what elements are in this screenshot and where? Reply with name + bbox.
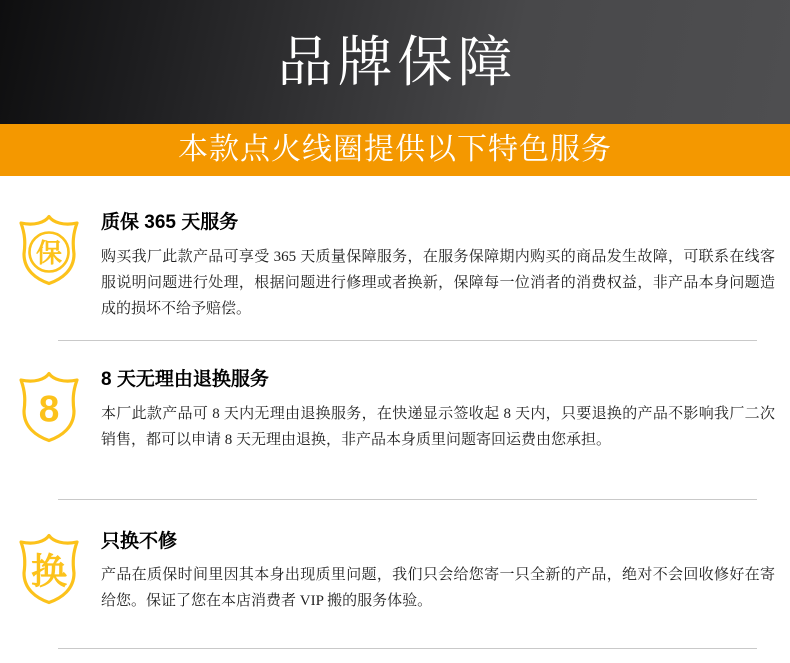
service-section-returns [0,367,790,453]
service-description: 购买我厂此款产品可享受 365 天质量保障服务，在服务保障期内购买的商品发生故障，可联系在线客服说明问题进行处理，根据问题进行修理或者换新，保障每一位消者的消费权益，非产品本身问题造成的损坏不给予赔偿。 [101,248,775,317]
section-text [101,529,775,615]
service-heading: 8 天无理由退换服务 [101,368,269,390]
service-subtitle-bar [0,124,790,176]
service-section-warranty [0,210,790,322]
shield-guarantee-icon [14,210,84,286]
banner [0,0,790,124]
section-text [101,210,775,322]
service-description: 产品在质保时间里因其本身出现质里问题，我们只会给您寄一只全新的产品，绝对不会回收修好在寄给您。保证了您在本店消费者 VIP 搬的服务体验。 [101,567,775,610]
section-divider [58,340,757,341]
badge-character: 保 [35,238,63,268]
section-divider [58,499,757,500]
service-section-exchange [0,529,790,615]
section-text [101,367,775,453]
page-title: 品牌保障 [277,30,518,93]
service-subtitle: 本款点火线圈提供以下特色服务 [178,133,612,166]
service-heading: 质保 365 天服务 [101,212,239,233]
shield-exchange-icon [14,529,84,605]
shield-8-days-icon [14,367,84,443]
section-divider [58,648,757,649]
badge-character: 换 [30,550,68,592]
service-heading: 只换不修 [101,530,178,552]
badge-character: 8 [38,388,60,430]
service-description: 本厂此款产品可 8 天内无理由退换服务，在快递显示签收起 8 天内，只要退换的产品不影响我厂二次销售，都可以申请 8 天无理由退换，非产品本身质里问题寄回运费由您承担。 [101,405,775,448]
